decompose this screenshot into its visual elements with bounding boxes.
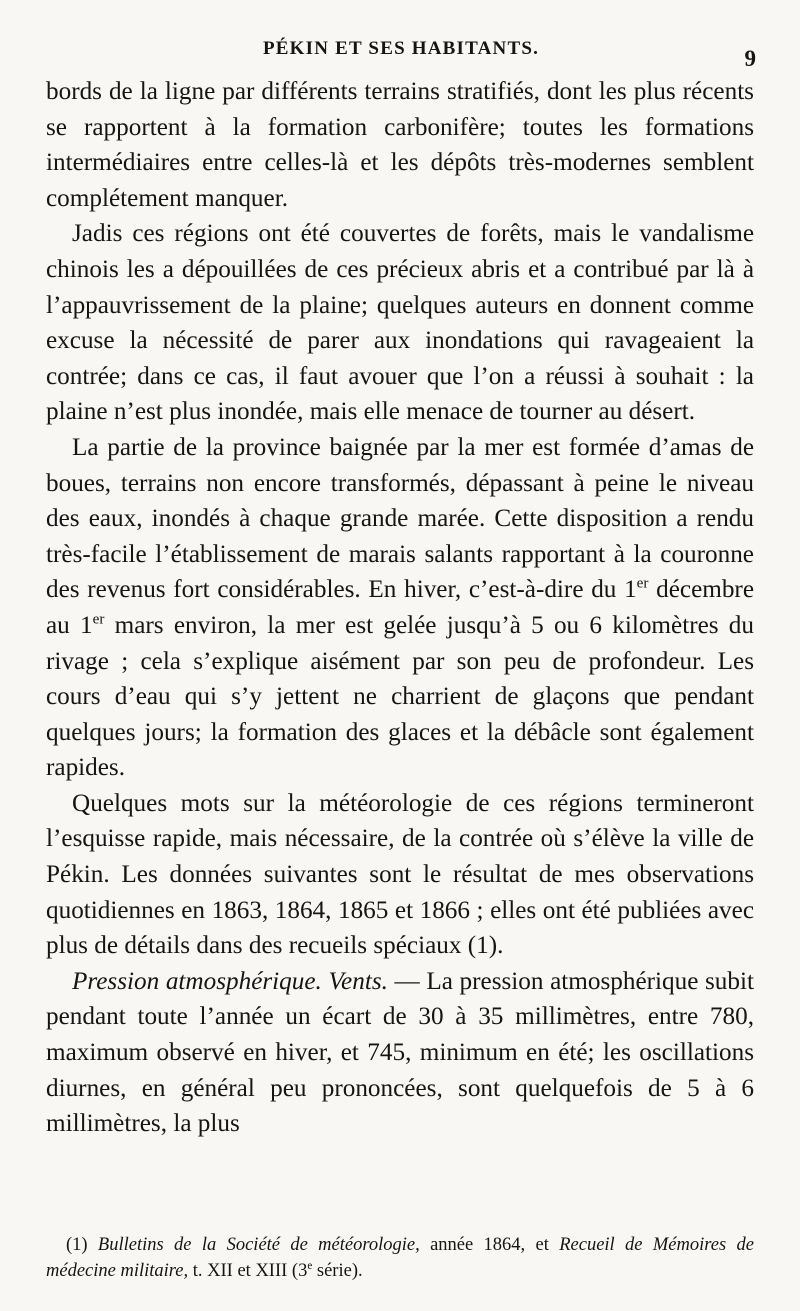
ordinal-superscript: e [307,1259,313,1272]
paragraph-continued [46,74,754,216]
paragraph-text: Quelques mots sur la météorologie de ces régions termineront l’esquisse rapide, mais nécessaire, de la contrée où s’élève la ville de Pékin. Les données suivantes sont le résultat de mes observations quotidiennes en 1863, 1864, 1865 et 1866 ; elles ont été publiées avec plus de détails dans des recueils spéciaux (1). [46,789,754,960]
paragraph-text: — La pression atmosphérique subit pendant toute l’année un écart de 30 à 35 millimètres, entre 780, maximum observé en hiver, et 745, minimum en été; les oscillations diurnes, en général peu prononcées, sont quelquefois de 5 à 6 millimètres, la plus [46,967,754,1138]
footnote-title: Bulletins de la Société de météorologie, [97,1235,420,1255]
body-text [46,74,754,1142]
page-header [46,38,756,72]
footnote [46,1232,754,1284]
paragraph-text: mars environ, la mer est gelée jusqu’à 5 ou 6 kilomètres du rivage ; cela s’explique aisément par son peu de profondeur. Les cours d’eau qui s’y jettent ne charrient de glaçons que pendant quelques jours; la formation des glaces et la débâcle sont également rapides. [46,611,754,782]
paragraph-coast [46,430,754,786]
paragraph-meteorology [46,786,754,964]
paragraph-text: La partie de la province baignée par la mer est formée d’amas de boues, terrains non encore transformés, dépassant à peine le niveau des eaux, inondés à chaque grande marée. Cette disposition a rendu très-facile l’établissement de marais salants rapportant à la couronne des revenus fort considérables. En hiver, c’est-à-dire du 1 [46,433,754,604]
footnotes [46,1232,754,1284]
paragraph-text: Jadis ces régions ont été couvertes de forêts, mais le vandalisme chinois les a dépouillées de ces précieux abris et a contribué par là à l’appauvrissement de la plaine; quelques auteurs en donnent comme excuse la nécessité de parer aux inondations qui ravageaient la contrée; dans ce cas, il faut avouer que l’on a réussi à souhait : la plaine n’est plus inondée, mais elle menace de tourner au désert. [46,220,754,426]
paragraph-text: bords de la ligne par différents terrains stratifiés, dont les plus récents se rapportent à la formation carbonifère; toutes les formations intermédiaires entre celles-là et les dépôts très-modernes semblent complétement manquer. [46,78,754,212]
footnote-marker: (1) [66,1235,98,1255]
footnote-text: série). [312,1261,363,1281]
running-title: PÉKIN ET SES HABITANTS. [262,38,540,59]
section-heading: Pression atmosphérique. Vents. [72,967,388,995]
ordinal-superscript: er [636,575,649,592]
ordinal-superscript: er [92,611,105,628]
page-number: 9 [744,46,756,71]
footnote-text: t. XII et XIII (3 [188,1261,308,1281]
paragraph-forests [46,216,754,430]
footnote-title: Recueil de Mémoires de médecine militaire, [46,1235,754,1281]
paragraph-text: décembre au 1 [46,576,755,639]
footnote-text: année 1864, et [419,1235,560,1255]
paragraph-pressure [46,964,754,1142]
